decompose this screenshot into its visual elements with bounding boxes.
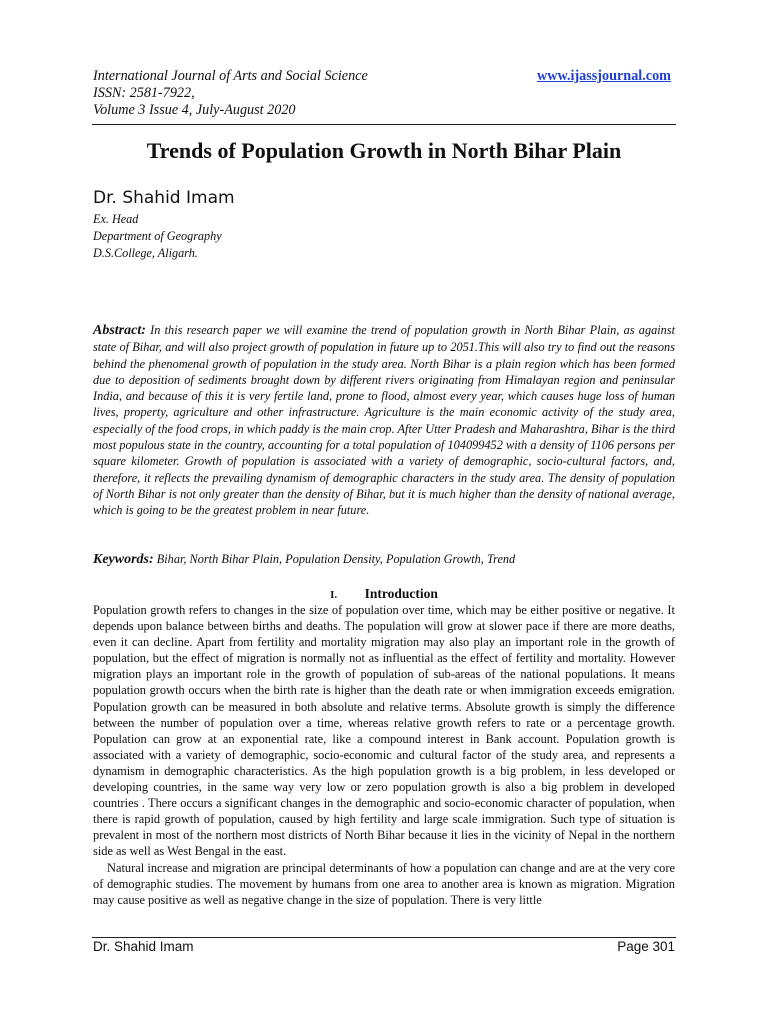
paragraph: Natural increase and migration are principal determinants of how a population can change and are at the very core of demographic studies. The movement by humans from one area to another area is known as migration. Migration may cause positive as well as negative change in the size of population. There is very little <box>93 860 675 907</box>
page-number: Page 301 <box>617 939 675 954</box>
journal-name: International Journal of Arts and Social Science <box>93 68 368 84</box>
keywords <box>93 552 675 568</box>
header-divider <box>92 124 676 125</box>
journal-volume: Volume 3 Issue 4, July-August 2020 <box>93 102 296 118</box>
keywords-label: Keywords: <box>93 552 154 567</box>
paragraph: Population growth refers to changes in the size of population over time, which may be either positive or negative. It depends upon balance between births and deaths. The population will grow at slower pace if there are more deaths, even it can decline. Apart from fertility and mortality migration may also play an important role in the growth of population, but the effect of migration is normally not as influential as the effect of fertility and mortality. However migration plays an important role in the growth of population of sub-areas of the national populations. It means population growth occurs when the birth rate is higher than the death rate or when immigration exceeds emigration. Population growth can be measured in both absolute and relative terms. Absolute growth is simply the difference between the number of population over a time, whereas relative growth refers to rate or a percentage growth. Population can grow at an exponential rate, like a compound interest in Bank account. Population growth is associated with a variety of demographic, socio-economic and cultural factor of the study area, and represents a dynamism in demographic characteristics. As the high population growth is a big problem, in less developed or developing countries, in the same way very low or zero population growth is also a big problem in developed countries . There occurs a significant changes in the demographic and socio-economic character of population, when there is rapid growth of population, caused by high fertility and large scale immigration. Such type of situation is prevalent in most of the northern most districts of North Bihar because it lies in the vicinity of Nepal in the northern side as well as West Bengal in the east. <box>93 603 675 859</box>
section-heading <box>0 586 768 602</box>
journal-url-link[interactable]: www.ijassjournal.com <box>537 68 671 84</box>
abstract <box>93 322 675 519</box>
abstract-text: In this research paper we will examine the trend of population growth in North Bihar Plain, as against state of Bihar, and will also project growth of population in future up to 2051.This will also try to find out the reasons behind the phenomenal growth of population in the study area. North Bihar is a plain region which has been formed due to deposition of sediments brought down by different rivers originating from Himalayan region and peninsular India, and because of this it is very fertile land, prone to flood, almost every year, which causes huge loss of human lives, property, agriculture and other infrastructure. Agriculture is the main economic activity of the study area, especially of the food crops, in which paddy is the main crop. After Utter Pradesh and Maharashtra, Bihar is the third most populous state in the country, accounting for a total population of 104099452 with a density of 1106 persons per square kilometer. Growth of population is associated with a variety of demographic, socio-cultural factors, and, therefore, it reflects the prevailing dynamism of demographic characters in the study area. The density of population of North Bihar is not only greater than the density of Bihar, but it is much higher than the density of national average, which is going to be the greatest problem in near future. <box>93 323 676 518</box>
author-name: Dr. Shahid Imam <box>93 188 235 208</box>
body-text <box>93 602 675 908</box>
page-footer <box>93 939 675 954</box>
keywords-text: Bihar, North Bihar Plain, Population Density, Population Growth, Trend <box>156 552 516 566</box>
footer-divider <box>92 937 676 938</box>
author-institution: D.S.College, Aligarh. <box>93 246 198 260</box>
footer-author: Dr. Shahid Imam <box>93 939 194 954</box>
author-department: Department of Geography <box>93 229 222 243</box>
author-position: Ex. Head <box>93 212 139 226</box>
author-affiliation <box>93 211 222 262</box>
journal-header <box>93 68 675 119</box>
section-number: I. <box>330 589 338 601</box>
section-title: Introduction <box>364 586 438 601</box>
journal-issn: ISSN: 2581-7922, <box>93 85 195 101</box>
paper-title: Trends of Population Growth in North Bihar Plain <box>146 138 622 163</box>
abstract-label: Abstract: <box>93 323 146 338</box>
